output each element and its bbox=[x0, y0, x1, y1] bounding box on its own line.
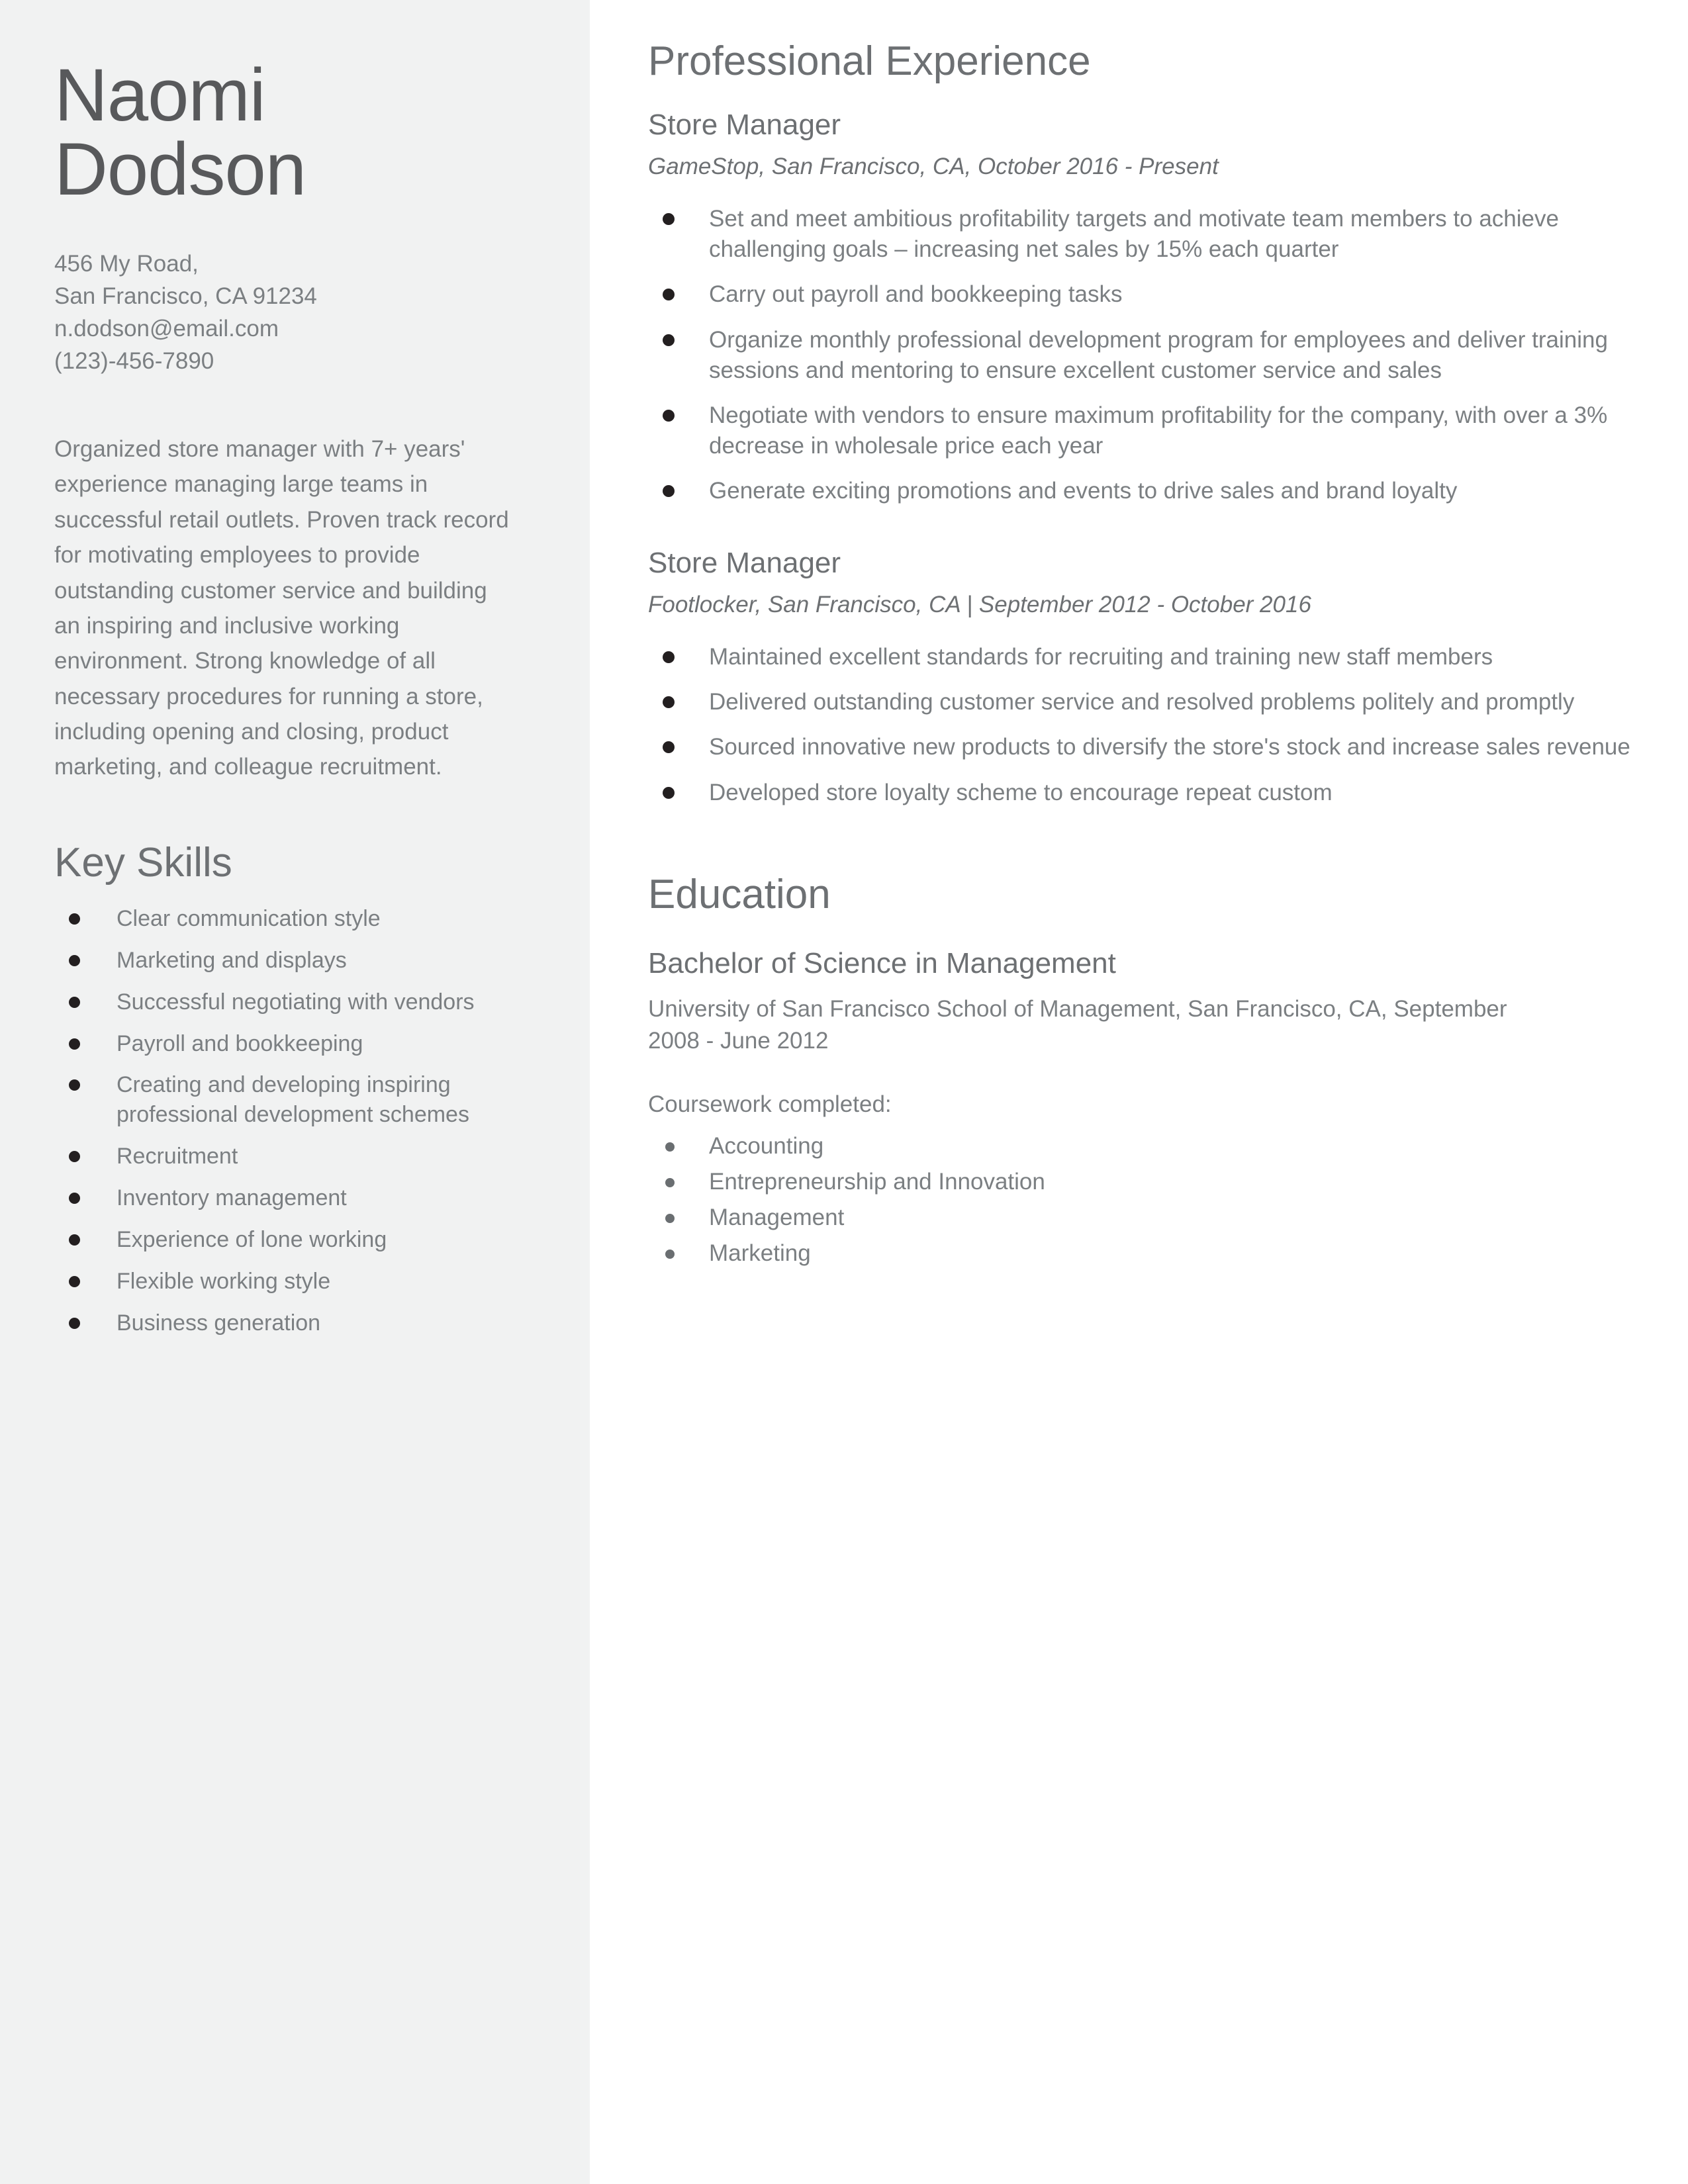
list-item: Marketing and displays bbox=[54, 946, 530, 976]
list-item: Generate exciting promotions and events to drive sales and brand loyalty bbox=[648, 476, 1636, 506]
sidebar bbox=[0, 0, 590, 2184]
list-item: Payroll and bookkeeping bbox=[54, 1029, 530, 1059]
degree-title: Bachelor of Science in Management bbox=[648, 947, 1116, 980]
list-item: Maintained excellent standards for recruiting and training new staff members bbox=[648, 642, 1636, 672]
job-title: Store Manager bbox=[648, 547, 841, 580]
list-item: Developed store loyalty scheme to encourage repeat custom bbox=[648, 778, 1636, 808]
candidate-name bbox=[54, 54, 530, 210]
job-meta: Footlocker, San Francisco, CA | September 2012 - October 2016 bbox=[648, 592, 1311, 618]
list-item: Organize monthly professional development program for employees and deliver training sessions and mentoring to ensure excellent customer service and sales bbox=[648, 325, 1636, 386]
last-name: Dodson bbox=[54, 128, 306, 210]
main-content bbox=[590, 0, 1688, 2184]
list-item: Set and meet ambitious profitability targets and motivate team members to achieve challenging goals – increasing net sales by 15% each quarter bbox=[648, 204, 1636, 265]
list-item: Management bbox=[648, 1201, 1636, 1234]
list-item: Delivered outstanding customer service and resolved problems politely and promptly bbox=[648, 687, 1636, 717]
school-and-dates: University of San Francisco School of Management, San Francisco, CA, September 2008 - June 2012 bbox=[648, 996, 1507, 1054]
job-bullets bbox=[648, 642, 1636, 808]
list-item: Sourced innovative new products to diversify the store's stock and increase sales revenue bbox=[648, 732, 1636, 762]
list-item: Accounting bbox=[648, 1130, 1636, 1163]
list-item: Successful negotiating with vendors bbox=[54, 987, 530, 1017]
contact-phone[interactable]: (123)-456-7890 bbox=[54, 348, 214, 374]
list-item: Entrepreneurship and Innovation bbox=[648, 1165, 1636, 1199]
job-entry bbox=[648, 546, 1636, 807]
education-entry bbox=[648, 946, 1636, 1270]
list-item: Carry out payroll and bookkeeping tasks bbox=[648, 279, 1636, 310]
job-bullets bbox=[648, 204, 1636, 507]
contact-city-state-zip: San Francisco, CA 91234 bbox=[54, 283, 317, 309]
key-skills-heading: Key Skills bbox=[54, 839, 232, 886]
list-item: Inventory management bbox=[54, 1183, 530, 1213]
professional-experience-heading: Professional Experience bbox=[648, 38, 1091, 84]
job-meta: GameStop, San Francisco, CA, October 2016 - Present bbox=[648, 154, 1219, 180]
contact-email[interactable]: n.dodson@email.com bbox=[54, 316, 279, 341]
job-title: Store Manager bbox=[648, 109, 841, 142]
coursework-label: Coursework completed: bbox=[648, 1091, 892, 1117]
list-item: Business generation bbox=[54, 1308, 530, 1338]
professional-summary: Organized store manager with 7+ years' experience managing large teams in successful retail outlets. Proven track record for motivating employees to provide outstanding customer service and building an inspiring and inclusive working environment. Strong knowledge of all necessary procedures for running a store, including opening and closing, product marketing, and colleague recruitment. bbox=[54, 436, 509, 780]
contact-info bbox=[54, 248, 530, 377]
list-item: Creating and developing inspiring professional development schemes bbox=[54, 1070, 530, 1130]
list-item: Recruitment bbox=[54, 1142, 530, 1171]
job-entry bbox=[648, 108, 1636, 506]
coursework-list bbox=[648, 1130, 1636, 1270]
contact-street: 456 My Road, bbox=[54, 251, 199, 277]
list-item: Marketing bbox=[648, 1237, 1636, 1270]
key-skills-list bbox=[54, 904, 530, 1338]
list-item: Flexible working style bbox=[54, 1267, 530, 1297]
list-item: Experience of lone working bbox=[54, 1225, 530, 1255]
first-name: Naomi bbox=[54, 54, 265, 136]
list-item: Clear communication style bbox=[54, 904, 530, 934]
education-heading: Education bbox=[648, 871, 831, 917]
list-item: Negotiate with vendors to ensure maximum profitability for the company, with over a 3% decrease in wholesale price each year bbox=[648, 400, 1636, 461]
